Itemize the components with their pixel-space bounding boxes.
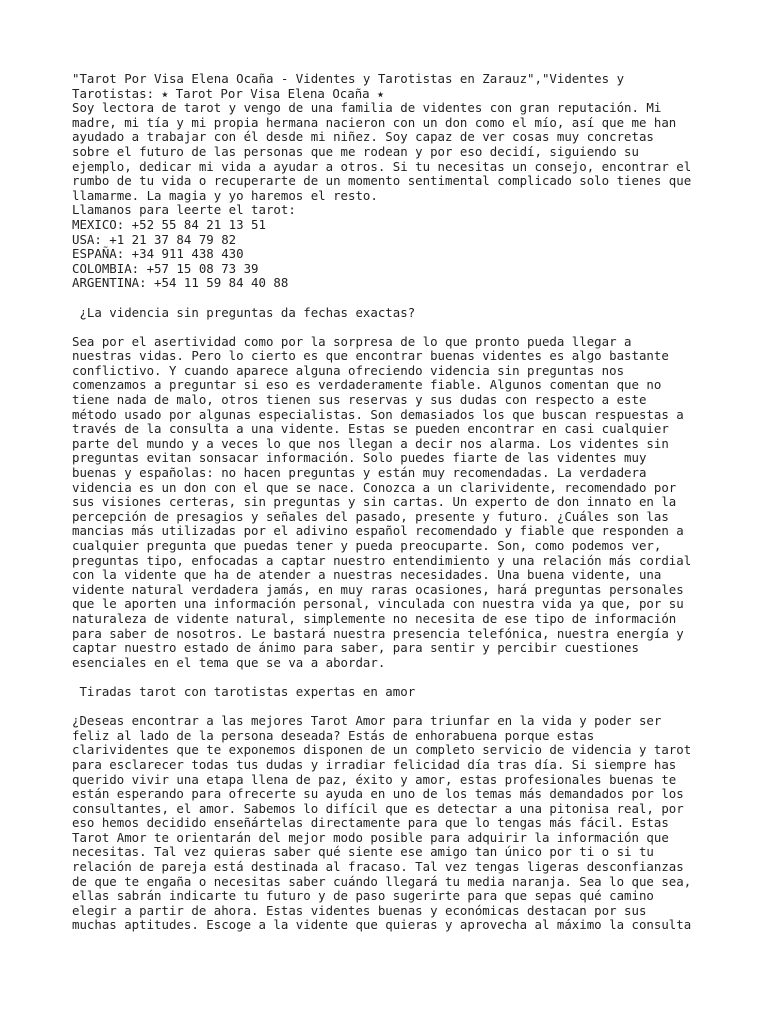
text-line: través de la consulta a una vidente. Estas se pueden encontrar en casi cualquier (72, 421, 669, 437)
text-line: percepción de presagios y señales del pasado, presente y futuro. ¿Cuáles son las (72, 508, 669, 524)
text-line: naturaleza de vidente natural, simplemente no necesita de ese tipo de información (72, 610, 677, 626)
text-line: ellas sabrán indicarte tu futuro y de paso sugerirte para que sepas qué camino (72, 888, 654, 904)
text-line: videncia es un don con el que se nace. Conozca a un clarividente, recomendado por (72, 479, 677, 495)
text-line: Tarotistas: ⭑ Tarot Por Visa Elena Ocaña ⭑ (72, 85, 384, 101)
text-line: relación de pareja está destinada al fracaso. Tal vez tengas ligeras desconfianzas (72, 859, 684, 875)
text-line: sus visiones certeras, sin preguntas y sin cartas. Un experto de don innato en la (72, 494, 677, 510)
section-body (72, 714, 712, 933)
blank-line (72, 670, 712, 685)
text-line: necesitas. Tal vez quieras saber qué siente ese amigo tan único por ti o si tu (72, 844, 654, 860)
section-heading: Tiradas tarot con tarotistas expertas en amor (72, 683, 416, 699)
text-line: ejemplo, dedicar mi vida a ayudar a otros. Si tu necesitas un consejo, encontrar el (72, 158, 692, 174)
text-line: USA: +1 21 37 84 79 82 (72, 231, 237, 247)
text-line: clarividentes que te exponemos disponen de un completo servicio de videncia y tarot (72, 742, 692, 758)
text-line: ayudado a trabajar con él desde mi niñez. Soy capaz de ver cosas muy concretas (72, 129, 654, 145)
text-line: mancias más utilizadas por el adivino español recomendado y fiable que responden a (72, 523, 684, 539)
text-line: de que te engaña o necesitas saber cuándo llegará tu media naranja. Sea lo que sea, (72, 873, 692, 889)
text-line: nuestras vidas. Pero lo cierto es que encontrar buenas videntes es algo bastante (72, 348, 669, 364)
text-line: método usado por algunas especialistas. Son demasiados los que buscan respuestas a (72, 406, 684, 422)
text-line: consultantes, el amor. Sabemos lo difícil que es detectar a una pitonisa real, por (72, 800, 684, 816)
text-line: cualquier pregunta que puedas tener y pueda preocuparte. Son, como podemos ver, (72, 538, 662, 553)
text-line: COLOMBIA: +57 15 08 73 39 (72, 260, 259, 276)
text-line: Llamanos para leerte el tarot: (72, 202, 296, 218)
text-line: madre, mi tía y mi propia hermana nacieron con un don como el mío, así que me han (72, 114, 677, 130)
text-line: Soy lectora de tarot y vengo de una familia de videntes con gran reputación. Mi (72, 100, 662, 116)
blank-line (72, 291, 712, 306)
text-line: Tarot Amor te orientarán del mejor modo posible para adquirir la información que (72, 829, 669, 845)
text-line: ¿Deseas encontrar a las mejores Tarot Amor para triunfar en la vida y poder ser (72, 713, 662, 729)
text-line: querido vivir una etapa llena de paz, éxito y amor, estas profesionales buenas te (72, 771, 677, 787)
text-line: rumbo de tu vida o recuperarte de un momento sentimental complicado solo tienes que (72, 173, 692, 189)
text-line: captar nuestro estado de ánimo para saber, para sentir y percibir cuestiones (72, 640, 639, 656)
blank-line (72, 700, 712, 715)
text-line: vidente natural verdadera jamás, en muy raras ocasiones, hará preguntas personales (72, 581, 684, 597)
text-line: llamarme. La magia y yo haremos el resto. (72, 187, 378, 203)
text-line: están esperando para ofrecerte su ayuda en uno de los temas más demandados por los (72, 786, 684, 802)
text-line: buenas y españolas: no hacen preguntas y están muy recomendadas. La verdadera (72, 465, 647, 481)
text-line: feliz al lado de la persona deseada? Estás de enhorabuena porque estas (72, 727, 595, 743)
text-line: esenciales en el tema que se va a abordar. (72, 654, 386, 670)
text-line: elegir a partir de ahora. Estas videntes buenas y económicas destacan por sus (72, 902, 647, 918)
text-line: comenzamos a preguntar si eso es verdaderamente fiable. Algunos comentan que no (72, 377, 662, 393)
text-line: sobre el futuro de las personas que me rodean y por eso decidí, siguiendo su (72, 143, 639, 159)
section-body (72, 335, 712, 671)
intro-block (72, 72, 712, 291)
document-page (72, 72, 712, 933)
text-line: parte del mundo y a veces lo que nos llegan a decir nos alarma. Los videntes sin (72, 435, 669, 451)
text-line: eso hemos decidido enseñártelas directamente para que lo tengas más fácil. Estas (72, 815, 669, 831)
text-line: que le aporten una información personal, vinculada con nuestra vida ya que, por su (72, 596, 684, 612)
text-line: con la vidente que ha de atender a nuestras necesidades. Una buena vidente, una (72, 567, 662, 583)
text-line: MEXICO: +52 55 84 21 13 51 (72, 216, 266, 232)
text-line: preguntas evitan sonsacar información. Solo puedes fiarte de las videntes muy (72, 450, 647, 466)
text-line: ESPAÑA: +34 911 438 430 (72, 246, 244, 262)
text-line: conflictivo. Y cuando aparece alguna ofreciendo videncia sin preguntas nos (72, 362, 625, 378)
text-line: para esclarecer todas tus dudas y irradiar felicidad día tras día. Si siempre has (72, 756, 677, 772)
text-line: para saber de nosotros. Le bastará nuestra presencia telefónica, nuestra energía y (72, 625, 684, 641)
text-line: tiene nada de malo, otros tienen sus reservas y sus dudas con respecto a este (72, 392, 647, 408)
text-line: "Tarot Por Visa Elena Ocaña - Videntes y Tarotistas en Zarauz","Videntes y (72, 71, 625, 86)
text-line: muchas aptitudes. Escoge a la vidente que quieras y aprovecha al máximo la consulta (72, 917, 692, 933)
section-heading: ¿La videncia sin preguntas da fechas exactas? (72, 304, 416, 320)
text-line: ARGENTINA: +54 11 59 84 40 88 (72, 275, 289, 291)
text-line: preguntas tipo, enfocadas a captar nuestro entendimiento y una relación más cordial (72, 552, 692, 568)
blank-line (72, 320, 712, 335)
text-line: Sea por el asertividad como por la sorpresa de lo que pronto pueda llegar a (72, 333, 632, 349)
